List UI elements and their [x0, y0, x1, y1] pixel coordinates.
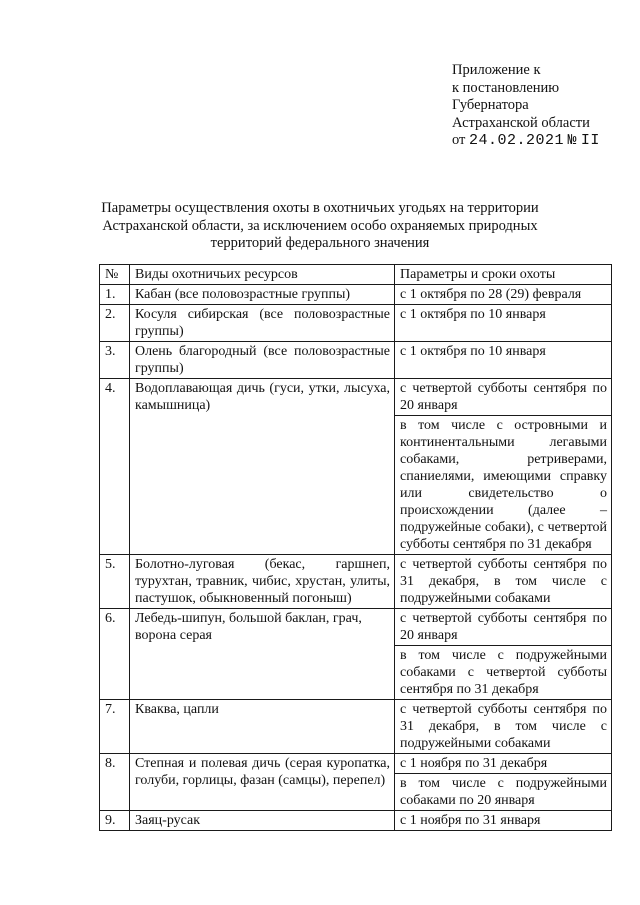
table-row — [100, 342, 612, 379]
row-resource: Заяц-русак — [130, 811, 395, 831]
row-terms: с 1 октября по 10 января — [395, 342, 612, 379]
row-resource: Болотно-луговая (бекас, гаршнеп, турухтан, травник, чибис, хрустан, улиты, пастушок, обыкновенный погоныш) — [130, 555, 395, 609]
table-row — [100, 754, 612, 774]
table-row — [100, 811, 612, 831]
row-number: 9. — [100, 811, 130, 831]
title-line-2: Астраханской области, за исключением особо охраняемых природных — [102, 217, 538, 234]
row-terms: с 1 ноября по 31 декабря — [395, 754, 612, 774]
row-resource: Степная и полевая дичь (серая куропатка, голуби, горлицы, фазан (самцы), перепел) — [130, 754, 395, 811]
appendix-line-1: Приложение к — [452, 62, 541, 78]
row-terms: с четвертой субботы сентября по 20 января — [395, 609, 612, 646]
title-line-1: Параметры осуществления охоты в охотничьих угодьях на территории — [101, 200, 539, 216]
row-terms: с четвертой субботы сентября по 20 января — [395, 379, 612, 416]
appendix-line-3: Губернатора — [452, 97, 529, 113]
date-prefix: от — [452, 132, 466, 148]
table-row — [100, 700, 612, 754]
row-resource: Лебедь-шипун, большой баклан, грач, ворона серая — [130, 609, 395, 700]
header-number: № — [100, 265, 130, 285]
number-sign: № — [567, 132, 578, 149]
title-line-3: территорий федерального значения — [210, 235, 430, 251]
header-params: Параметры и сроки охоты — [395, 265, 612, 285]
row-number: 3. — [100, 342, 130, 379]
date-value: 24.02.2021 — [469, 132, 565, 149]
row-terms: с 1 октября по 28 (29) февраля — [395, 285, 612, 305]
row-number: 7. — [100, 700, 130, 754]
table-header-row — [100, 265, 612, 285]
appendix-line-2: к постановлению — [452, 79, 560, 96]
row-terms: в том числе с подружейными собаками по 20 января — [395, 774, 612, 811]
appendix-block — [452, 62, 600, 150]
row-resource: Косуля сибирская (все половозрастные группы) — [130, 305, 395, 342]
number-value: II — [580, 132, 600, 149]
row-resource: Кабан (все половозрастные группы) — [130, 285, 395, 305]
table-row — [100, 609, 612, 646]
row-resource: Кваква, цапли — [130, 700, 395, 754]
row-number: 5. — [100, 555, 130, 609]
row-terms: с четвертой субботы сентября по 31 декабря, в том числе с подружейными собаками — [395, 555, 612, 609]
row-number: 6. — [100, 609, 130, 700]
row-terms: с 1 ноября по 31 января — [395, 811, 612, 831]
table-row — [100, 305, 612, 342]
row-number: 1. — [100, 285, 130, 305]
hunting-parameters-table — [99, 264, 612, 831]
appendix-line-4: Астраханской области — [452, 114, 590, 131]
appendix-date-line — [452, 132, 600, 150]
row-terms: с четвертой субботы сентября по 31 декабря, в том числе с подружейными собаками — [395, 700, 612, 754]
row-resource: Водоплавающая дичь (гуси, утки, лысуха, камышница) — [130, 379, 395, 555]
row-resource: Олень благородный (все половозрастные группы) — [130, 342, 395, 379]
row-number: 8. — [100, 754, 130, 811]
table-row — [100, 555, 612, 609]
table-row — [100, 285, 612, 305]
table-row — [100, 379, 612, 416]
row-terms: в том числе с подружейными собаками с четвертой субботы сентября по 31 декабря — [395, 646, 612, 700]
row-number: 4. — [100, 379, 130, 555]
header-resources: Виды охотничьих ресурсов — [130, 265, 395, 285]
row-terms: с 1 октября по 10 января — [395, 305, 612, 342]
document-title — [100, 200, 540, 253]
row-terms: в том числе с островными и континентальными легавыми собаками, ретриверами, спаниелями, имеющими справку или свидетельство о происхождении (далее – подружейные собаки), с четвертой субботы сентября по 31 декабря — [395, 416, 612, 555]
row-number: 2. — [100, 305, 130, 342]
